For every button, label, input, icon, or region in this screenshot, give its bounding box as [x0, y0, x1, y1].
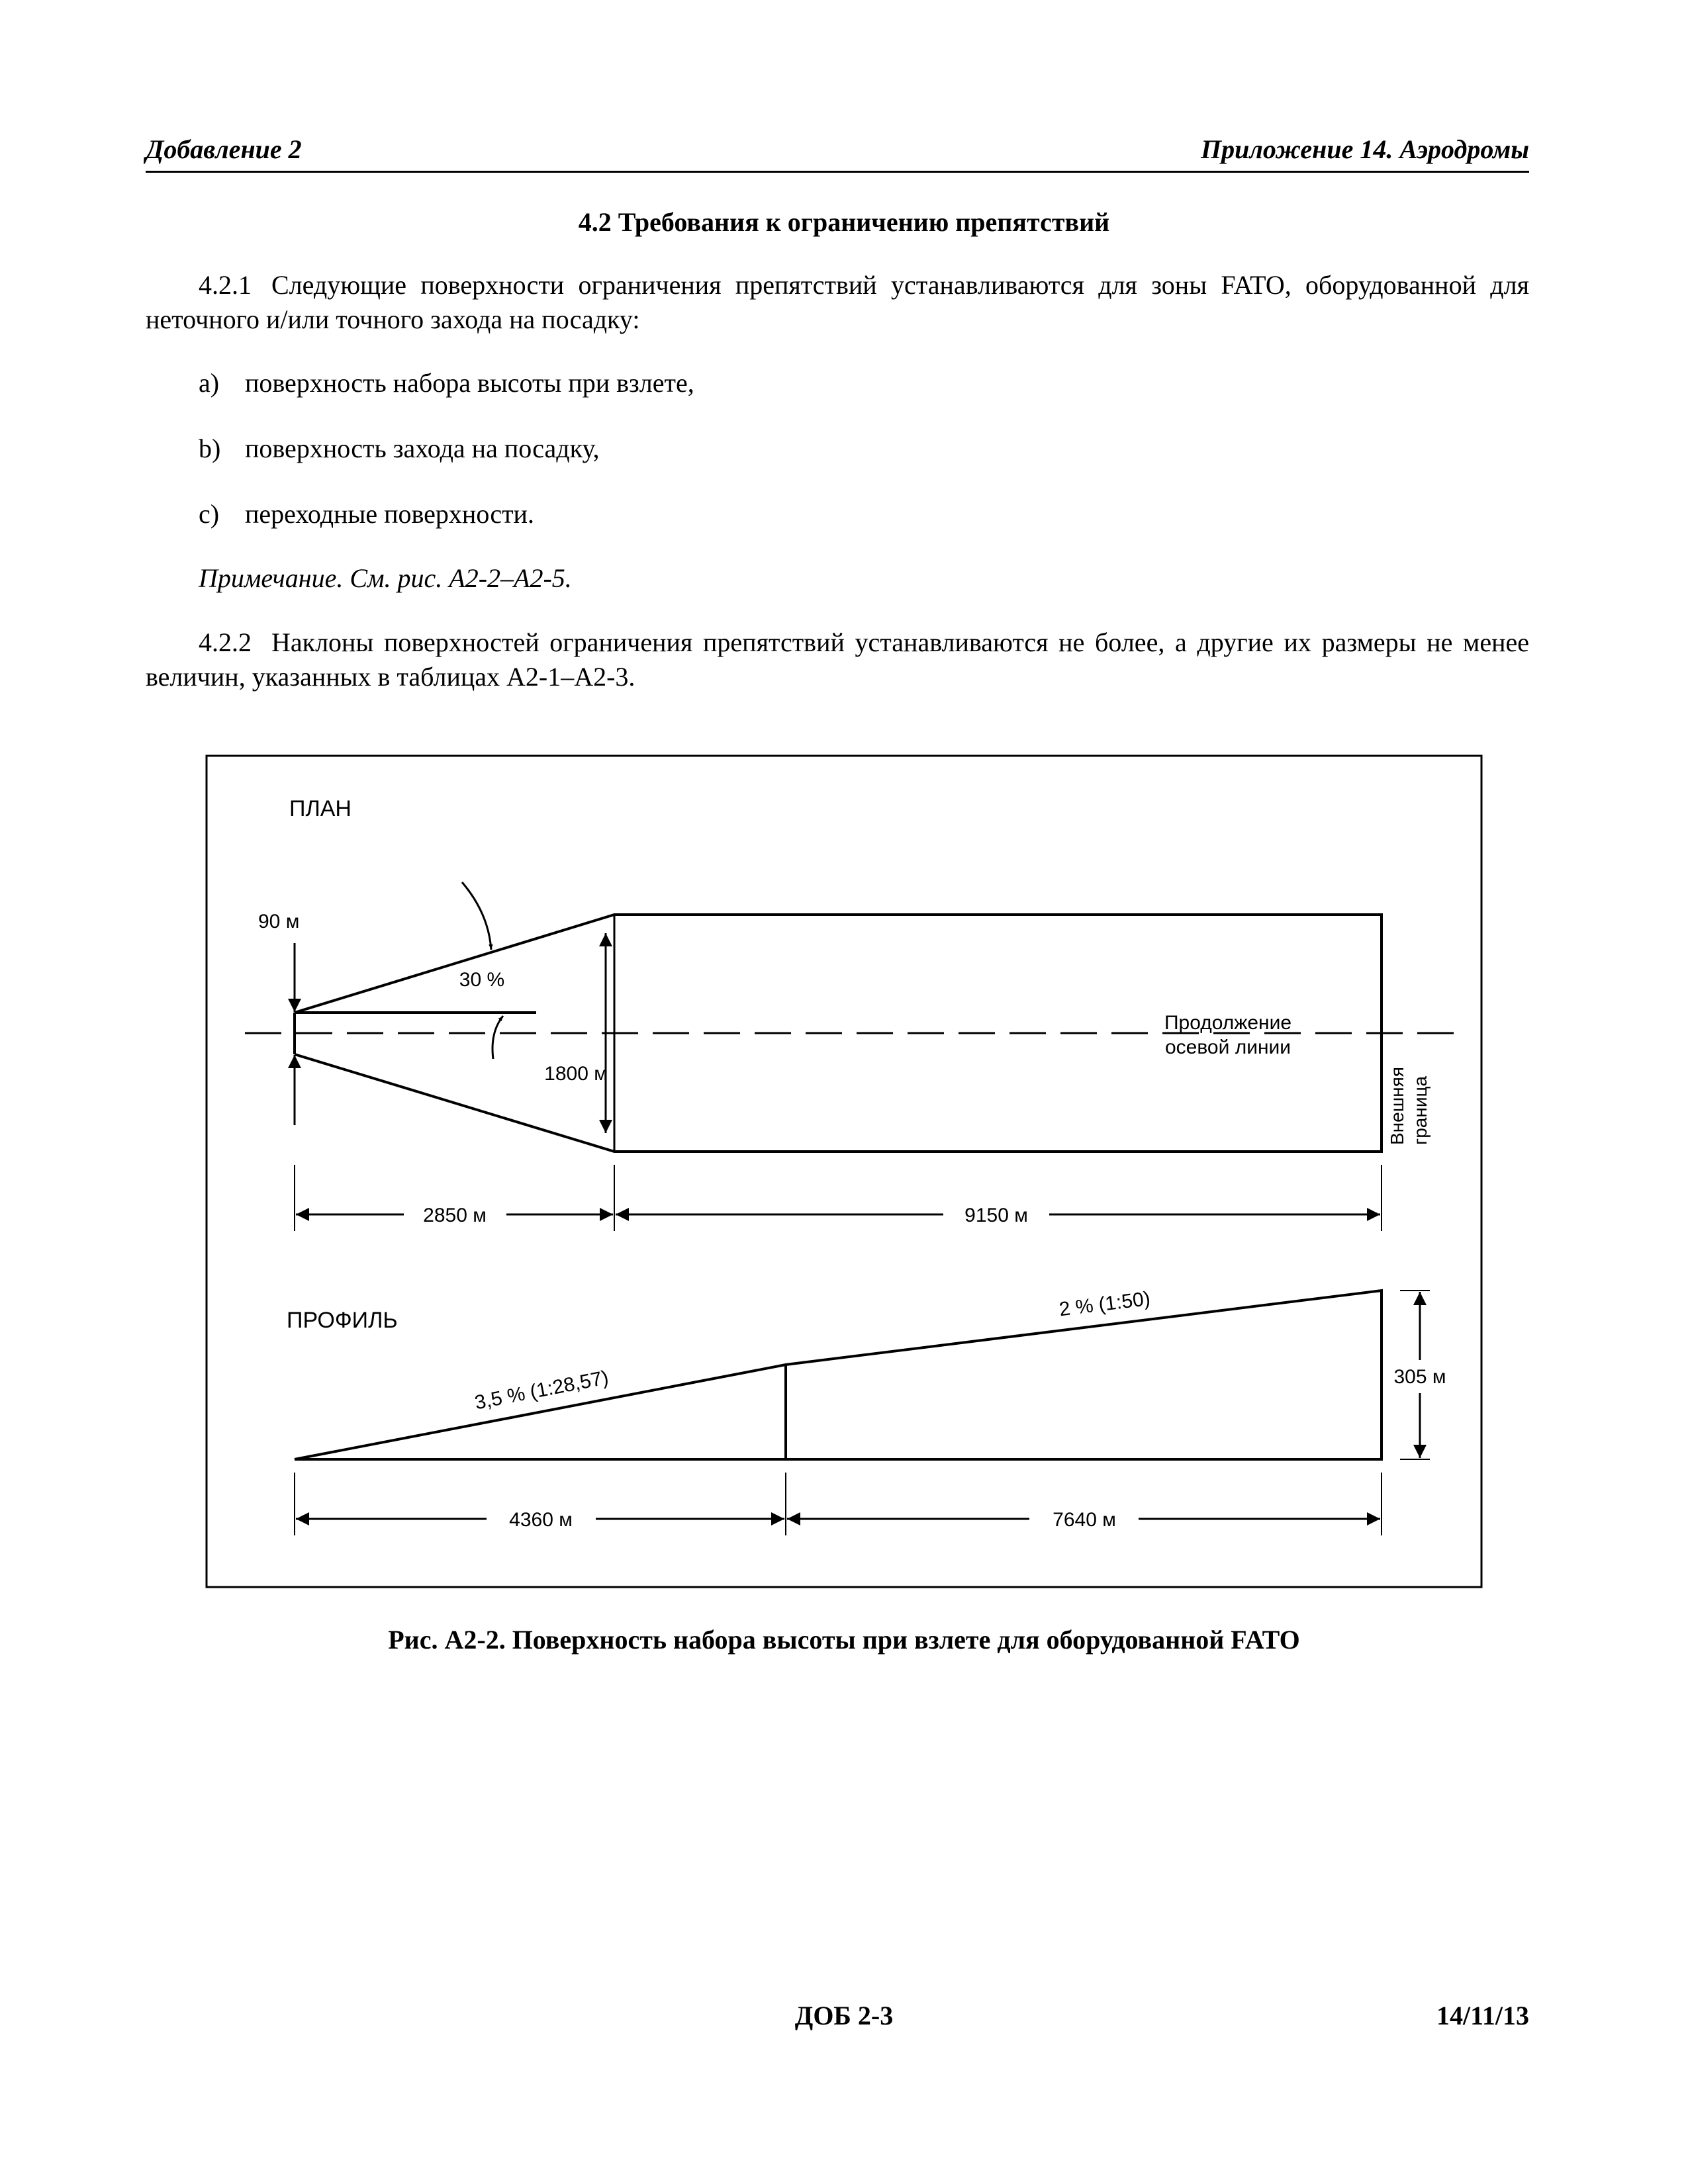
centerline-label-line2: осевой линии: [1164, 1036, 1291, 1058]
paragraph-number: 4.2.2: [199, 627, 252, 657]
footer-page-number: ДОБ 2-3: [794, 2001, 894, 2030]
plan-heading: ПЛАН: [289, 796, 352, 821]
divergence-arrow-upper: [462, 882, 491, 950]
list-item-label: a): [199, 368, 220, 398]
paragraph-number: 4.2.1: [199, 270, 252, 300]
running-header-right: Приложение 14. Аэродромы: [1200, 134, 1529, 164]
paragraph-text: Наклоны поверхностей ограничения препятствий устанавливаются не более, а другие их размеры не менее величин, указанных в таблицах А2-1–А2-3.: [146, 627, 1529, 692]
profile-length1-label: 4360 м: [509, 1509, 573, 1531]
paragraph-4-2-1: [146, 268, 1529, 337]
running-header-left: Добавление 2: [146, 134, 302, 164]
paragraph-text: Следующие поверхности ограничения препятствий устанавливаются для зоны FATO, оборудованной для неточного и/или точного захода на посадку:: [146, 270, 1529, 334]
profile-slope1-label: 3,5 % (1:28,57): [473, 1366, 611, 1414]
outer-edge-label-line2: граница: [1410, 1075, 1430, 1145]
divergence-label: 30 %: [459, 969, 505, 991]
footer-date: 14/11/13: [1436, 2001, 1529, 2030]
profile-slope2-label: 2 % (1:50): [1058, 1287, 1152, 1321]
outer-edge-label-line1: Внешняя: [1387, 1067, 1407, 1145]
list-item-label: c): [199, 499, 220, 529]
centerline-label-line1: Продолжение: [1164, 1012, 1292, 1034]
figure-frame: [207, 756, 1481, 1587]
figure-a2-2: [205, 754, 1483, 1588]
paragraph-4-2-2: [146, 625, 1529, 694]
list-item-b: [199, 432, 599, 466]
plan-length2-label: 9150 м: [964, 1205, 1028, 1226]
header-rule: [146, 171, 1529, 173]
note: Примечание. См. рис. А2-2–А2-5.: [199, 563, 572, 593]
list-item-text: переходные поверхности.: [245, 499, 534, 529]
profile-height-label: 305 м: [1393, 1366, 1446, 1388]
plan-length1-label: 2850 м: [423, 1205, 487, 1226]
profile-heading: ПРОФИЛЬ: [287, 1308, 398, 1333]
list-item-c: [199, 497, 534, 531]
section-title: 4.2 Требования к ограничению препятствий: [578, 207, 1110, 237]
width-label: 1800 м: [544, 1063, 608, 1085]
list-item-a: [199, 366, 694, 400]
list-item-text: поверхность набора высоты при взлете,: [245, 368, 694, 398]
divergence-arrow-lower: [492, 1016, 503, 1059]
list-item-text: поверхность захода на посадку,: [245, 433, 600, 463]
profile-outline: [295, 1291, 1382, 1459]
profile-length2-label: 7640 м: [1053, 1509, 1116, 1531]
figure-caption: Рис. А2-2. Поверхность набора высоты при взлете для оборудованной FATO: [388, 1625, 1300, 1655]
inner-edge-label: 90 м: [258, 911, 300, 933]
list-item-label: b): [199, 433, 221, 463]
